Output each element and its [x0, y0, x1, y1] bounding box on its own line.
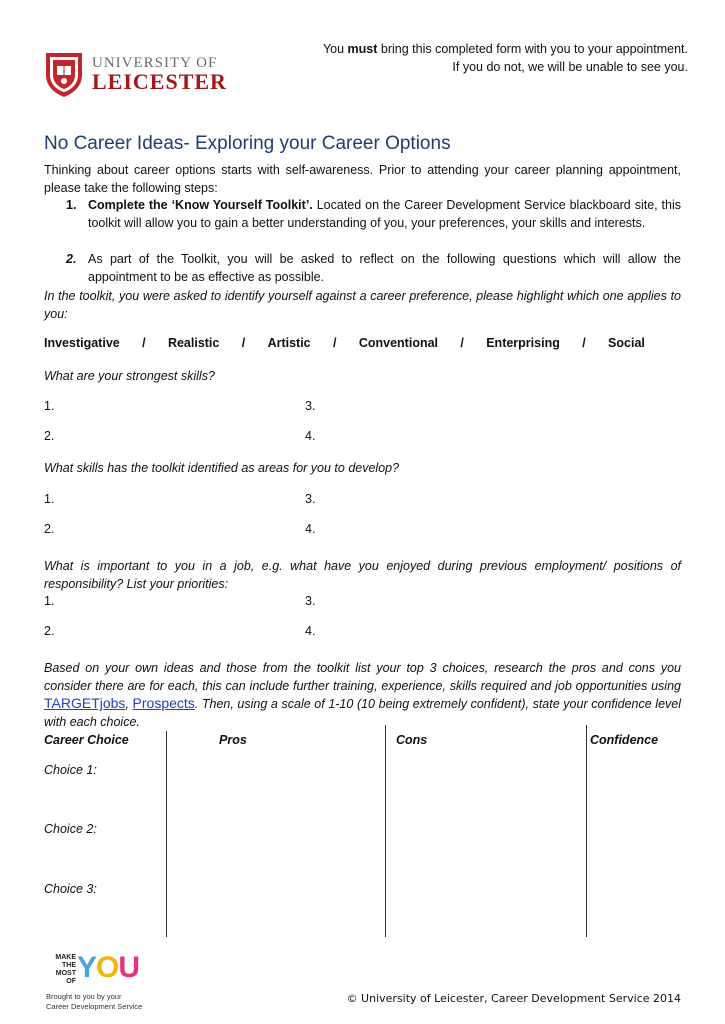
preference-separator: /	[460, 336, 464, 350]
copyright-notice: © University of Leicester, Career Development Service 2014	[346, 992, 681, 1005]
targetjobs-link[interactable]: TARGETjobs	[44, 695, 126, 711]
preference-separator: /	[241, 336, 246, 350]
preference-realistic[interactable]: Realistic	[167, 336, 220, 350]
preference-artistic[interactable]: Artistic	[267, 336, 311, 350]
question-skills-to-develop: What skills has the toolkit identified as areas for you to develop?	[44, 461, 400, 475]
you-wordmark: YOU	[77, 951, 140, 984]
step-1-number: 1.	[66, 198, 77, 212]
step-2-number: 2.	[66, 252, 77, 266]
step-1-bold: Complete the ‘Know Yourself Toolkit’.	[88, 198, 313, 212]
answer-4-label: 4.	[305, 522, 316, 536]
page-title: No Career Ideas- Exploring your Career Options	[44, 133, 451, 154]
table-divider	[166, 731, 167, 937]
choice-3-label: Choice 3:	[44, 882, 97, 896]
prospects-link[interactable]: Prospects	[132, 695, 195, 711]
answer-2-label: 2.	[44, 429, 55, 443]
table-divider	[385, 725, 386, 937]
preference-enterprising[interactable]: Enterprising	[486, 336, 560, 350]
preference-conventional[interactable]: Conventional	[358, 336, 439, 350]
preference-investigative[interactable]: Investigative	[44, 336, 120, 350]
answer-1-label: 1.	[44, 399, 55, 413]
university-shield-icon	[44, 51, 84, 99]
preference-social[interactable]: Social	[608, 336, 645, 350]
answer-3-label: 3.	[305, 399, 316, 413]
answer-3-label: 3.	[305, 492, 316, 506]
step-2-text: As part of the Toolkit, you will be asked to reflect on the following questions which will allow the appointment to be as effective as possible.	[88, 252, 681, 284]
appointment-note: You must bring this completed form with you to your appointment. If you do not, we will be unable to see you.	[322, 42, 688, 74]
answer-1-label: 1.	[44, 594, 55, 608]
answer-1-label: 1.	[44, 492, 55, 506]
step-1	[66, 197, 681, 232]
make-the-most-of-you-logo: MAKE THE MOST OF YOU Brought to you by your Career Development Service	[46, 951, 143, 1011]
logo-line-1: UNIVERSITY OF	[92, 55, 218, 71]
career-preferences	[44, 336, 645, 350]
preference-separator: /	[333, 336, 337, 350]
table-header-confidence: Confidence	[590, 733, 659, 747]
table-header-pros: Pros	[219, 733, 247, 747]
research-instructions: Based on your own ideas and those from the toolkit list your top 3 choices, research the pros and cons you consider there are for each, this can include further training, experience, skills required and job opportunities using TARGETjobs, Prospects. Then, using a scale of 1-10 (10 being extremely confident), state your confidence level with each choice.	[44, 661, 681, 729]
table-header-cons: Cons	[396, 733, 428, 747]
table-header-career-choice: Career Choice	[44, 733, 129, 747]
answer-3-label: 3.	[305, 594, 316, 608]
preference-separator: /	[142, 336, 146, 350]
intro-paragraph: Thinking about career options starts with self-awareness. Prior to attending your career planning appointment, please take the following steps:	[44, 163, 681, 195]
question-strongest-skills: What are your strongest skills?	[44, 369, 215, 383]
note-emphasis: must	[347, 42, 378, 56]
answer-4-label: 4.	[305, 624, 316, 638]
logo-line-2: LEICESTER	[92, 69, 227, 94]
step-2	[66, 251, 681, 286]
preference-separator: /	[582, 336, 586, 350]
table-divider	[586, 725, 587, 937]
question-job-priorities: What is important to you in a job, e.g. what have you enjoyed during previous employment/ positions of responsibility? List your priorities:	[44, 559, 681, 591]
note-line-2: If you do not, we will be unable to see you.	[452, 60, 688, 74]
university-logo	[44, 51, 239, 101]
toolkit-instruction: In the toolkit, you were asked to identify yourself against a career preference, please highlight which one applies to you:	[44, 289, 681, 321]
choice-1-label: Choice 1:	[44, 763, 97, 777]
choice-2-label: Choice 2:	[44, 822, 97, 836]
answer-4-label: 4.	[305, 429, 316, 443]
answer-2-label: 2.	[44, 624, 55, 638]
step-1-text: Located on the Career Development Service blackboard site, this toolkit will allow you to gain a better understanding of you, your preferences, your skills and interests.	[88, 198, 682, 230]
answer-2-label: 2.	[44, 522, 55, 536]
